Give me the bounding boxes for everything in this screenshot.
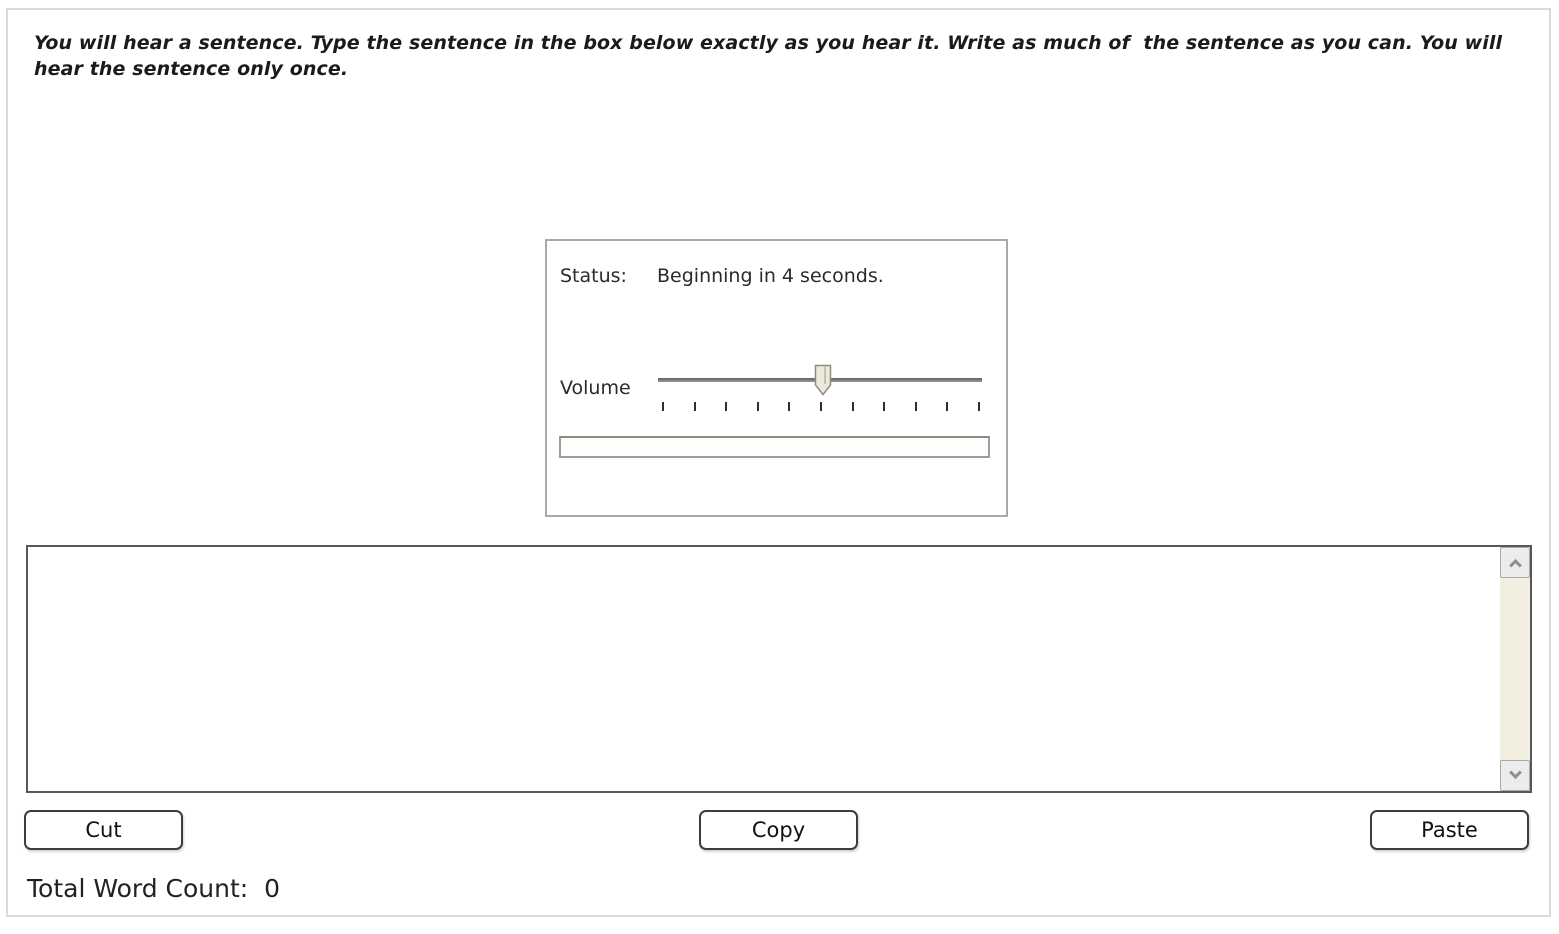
scroll-up-button[interactable] [1500, 547, 1530, 578]
volume-tick [662, 402, 664, 411]
volume-tick [915, 402, 917, 411]
word-count [27, 874, 280, 903]
audio-player-panel [545, 239, 1008, 517]
volume-ticks [662, 402, 980, 411]
word-count-label: Total Word Count: [27, 874, 249, 903]
volume-tick [883, 402, 885, 411]
answer-area [26, 545, 1532, 793]
volume-tick [852, 402, 854, 411]
paste-button[interactable]: Paste [1370, 810, 1529, 850]
copy-button[interactable]: Copy [699, 810, 858, 850]
volume-tick [694, 402, 696, 411]
cut-button[interactable]: Cut [24, 810, 183, 850]
answer-textarea[interactable] [28, 547, 1500, 791]
status-value: Beginning in 4 seconds. [657, 265, 884, 287]
word-count-value: 0 [264, 874, 281, 903]
scrollbar[interactable] [1500, 547, 1530, 791]
audio-progress-bar [559, 436, 990, 458]
volume-tick [978, 402, 980, 411]
volume-slider[interactable] [658, 364, 982, 414]
volume-label: Volume [560, 377, 631, 399]
chevron-down-icon [1509, 766, 1522, 779]
chevron-up-icon [1509, 559, 1522, 572]
volume-tick [946, 402, 948, 411]
volume-slider-thumb[interactable] [814, 364, 832, 396]
status-label: Status: [560, 265, 627, 287]
instructions-text: You will hear a sentence. Type the sentence in the box below exactly as you hear it. Write as much of the sentence as you can. You will hear the sentence only once. [34, 32, 1509, 80]
volume-tick [788, 402, 790, 411]
volume-tick [757, 402, 759, 411]
volume-tick [820, 402, 822, 411]
volume-tick [725, 402, 727, 411]
scroll-down-button[interactable] [1500, 760, 1530, 791]
slider-thumb-icon [814, 364, 832, 396]
